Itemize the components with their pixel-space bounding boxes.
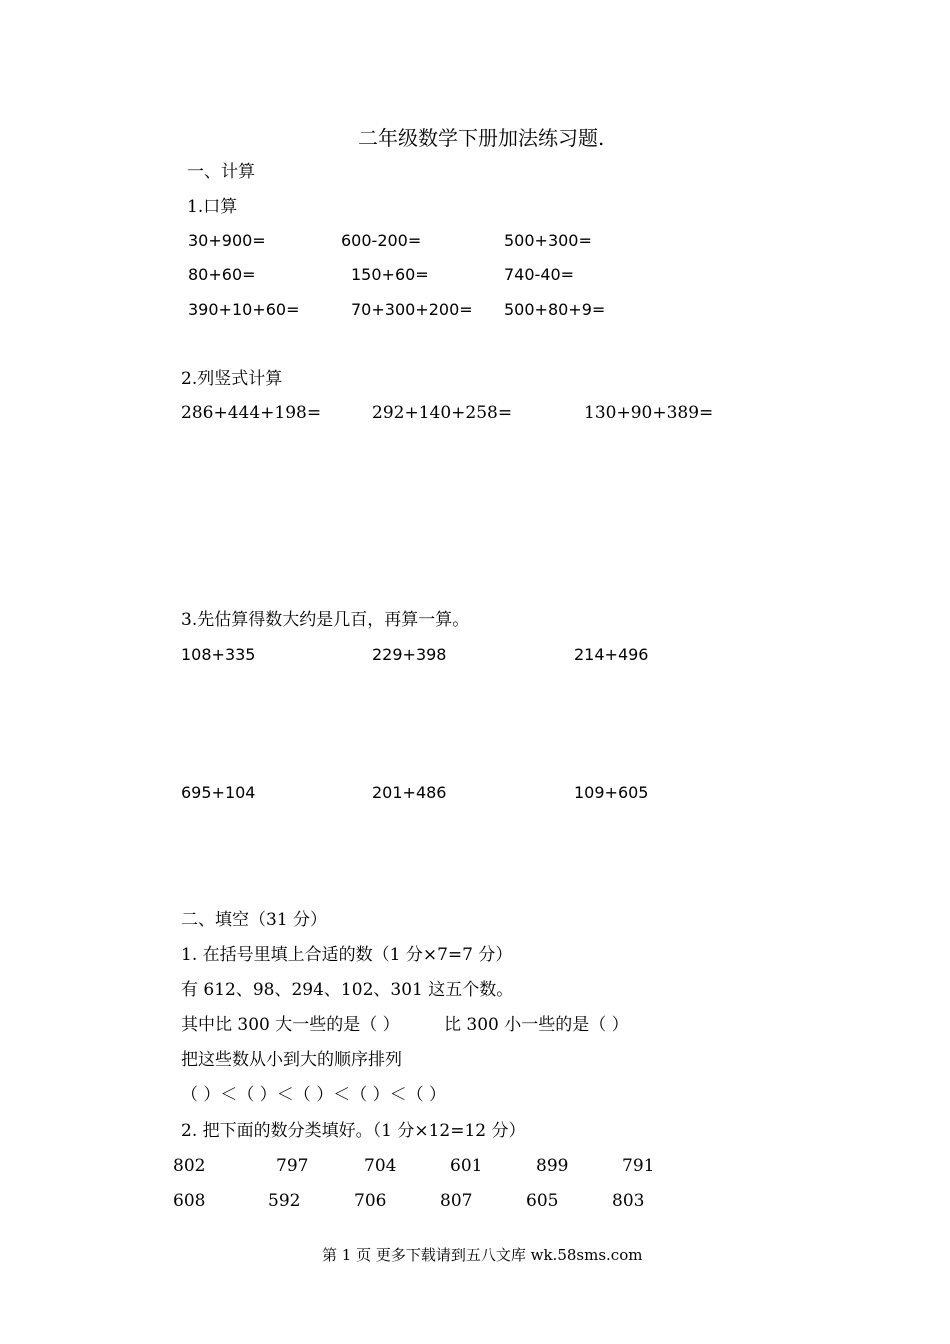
- oral-calc-item: 740-40=: [504, 265, 575, 284]
- vertical-calc-item: 292+140+258=: [372, 403, 513, 423]
- fill-blank-less: 比 300 小一些的是（ ）: [444, 1015, 629, 1035]
- oral-calc-item: 150+60=: [351, 265, 429, 284]
- question-2-1-numbers: 有 612、98、294、102、301 这五个数。: [181, 980, 514, 1000]
- estimate-item: 109+605: [574, 783, 649, 802]
- ordering-instruction: 把这些数从小到大的顺序排列: [181, 1050, 402, 1070]
- estimate-item: 108+335: [181, 645, 256, 664]
- classify-number: 608: [173, 1191, 206, 1211]
- estimate-item: 229+398: [372, 645, 447, 664]
- question-1-3-label: 3.先估算得数大约是几百，再算一算。: [181, 610, 470, 630]
- classify-number: 601: [450, 1156, 483, 1176]
- oral-calc-item: 600-200=: [341, 231, 422, 250]
- vertical-calc-item: 286+444+198=: [181, 403, 322, 423]
- oral-calc-item: 80+60=: [188, 265, 256, 284]
- ordering-blanks: （ ）＜（ ）＜（ ）＜（ ）＜（ ）: [181, 1085, 447, 1105]
- question-2-1-label: 1. 在括号里填上合适的数（1 分×7=7 分）: [181, 945, 513, 965]
- classify-number: 791: [622, 1156, 655, 1176]
- oral-calc-item: 70+300+200=: [351, 300, 473, 319]
- section-1-heading: 一、计算: [187, 162, 255, 182]
- classify-number: 706: [354, 1191, 387, 1211]
- classify-number: 592: [268, 1191, 301, 1211]
- vertical-calc-item: 130+90+389=: [584, 403, 714, 423]
- page-footer: 第 1 页 更多下载请到五八文库 wk.58sms.com: [322, 1246, 643, 1264]
- section-2-heading: 二、填空（31 分）: [181, 910, 328, 930]
- oral-calc-item: 390+10+60=: [188, 300, 300, 319]
- page-title: 二年级数学下册加法练习题.: [358, 126, 605, 150]
- estimate-item: 201+486: [372, 783, 447, 802]
- oral-calc-item: 30+900=: [188, 231, 266, 250]
- classify-number: 899: [536, 1156, 569, 1176]
- estimate-item: 695+104: [181, 783, 256, 802]
- classify-number: 807: [440, 1191, 473, 1211]
- fill-blank-greater: 其中比 300 大一些的是（ ）: [181, 1015, 400, 1035]
- classify-number: 605: [526, 1191, 559, 1211]
- oral-calc-item: 500+300=: [504, 231, 592, 250]
- classify-number: 802: [173, 1156, 206, 1176]
- oral-calc-item: 500+80+9=: [504, 300, 606, 319]
- question-2-2-label: 2. 把下面的数分类填好。（1 分×12=12 分）: [181, 1121, 526, 1141]
- question-1-1-label: 1.口算: [187, 197, 238, 217]
- classify-number: 704: [364, 1156, 397, 1176]
- classify-number: 797: [276, 1156, 309, 1176]
- estimate-item: 214+496: [574, 645, 649, 664]
- question-1-2-label: 2.列竖式计算: [181, 369, 283, 389]
- classify-number: 803: [612, 1191, 645, 1211]
